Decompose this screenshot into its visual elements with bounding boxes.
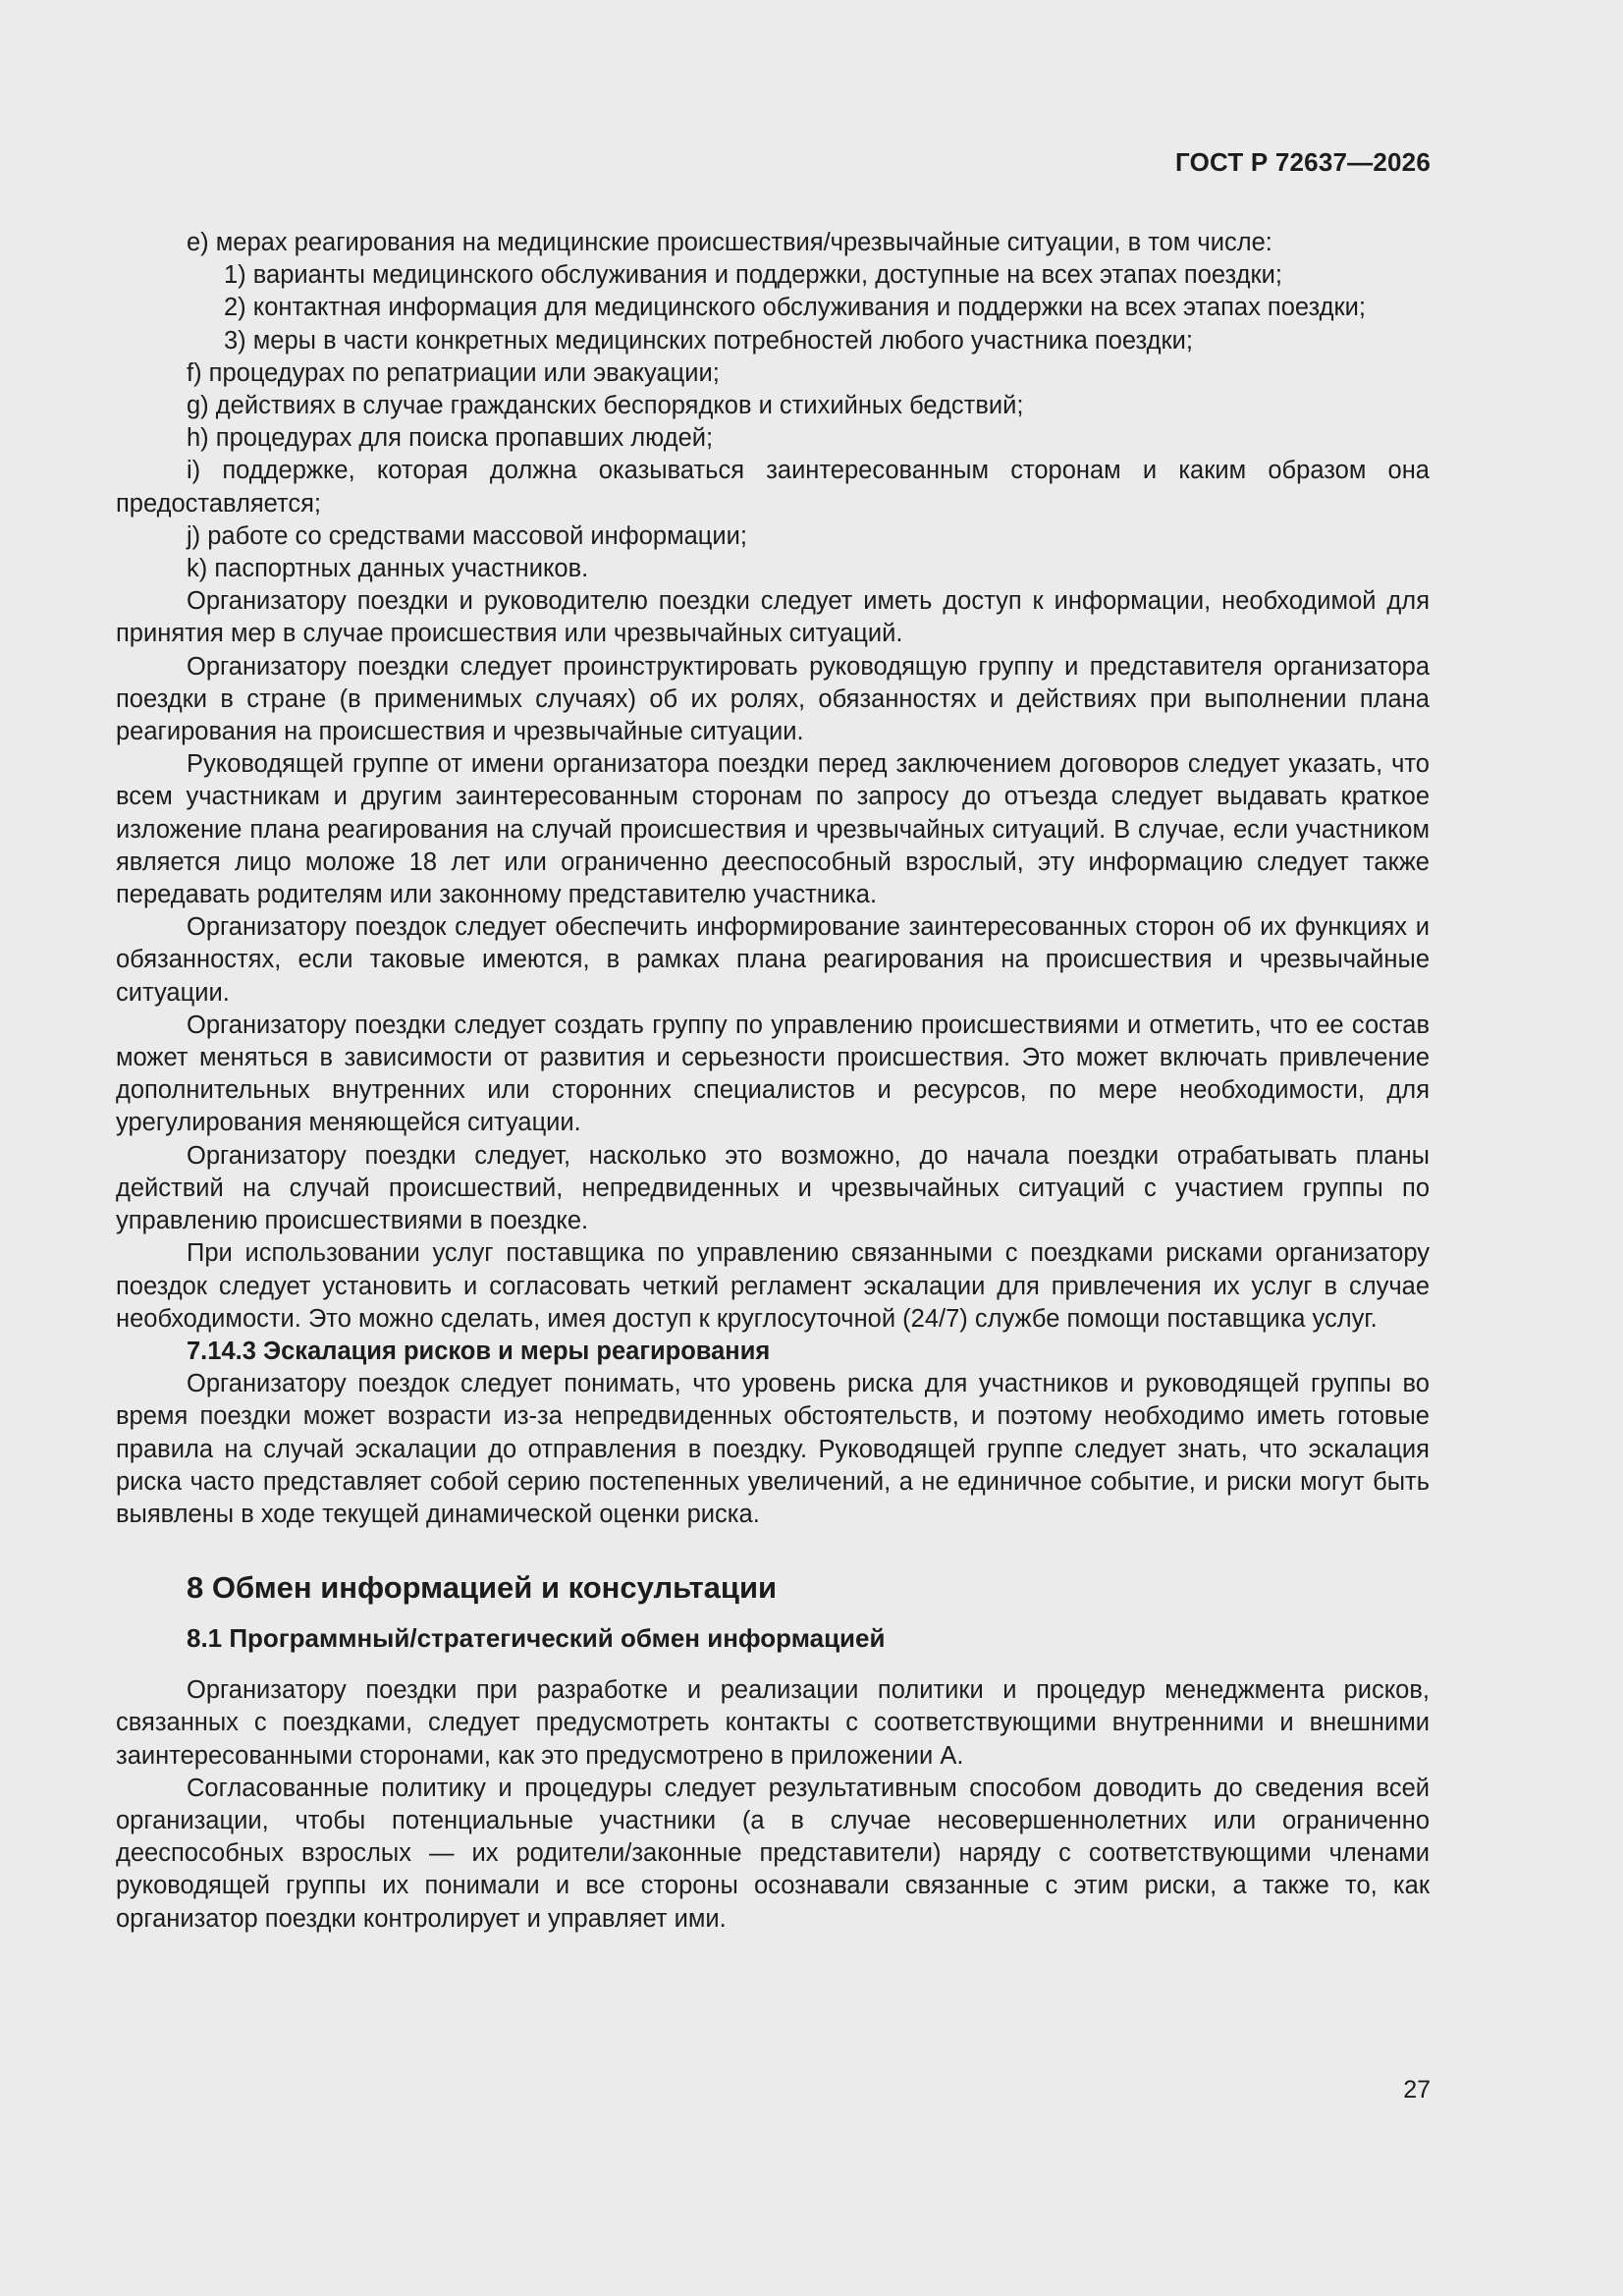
list-item: j) работе со средствами массовой информации; <box>187 521 747 550</box>
body-paragraph: Руководящей группе от имени организатора поездки перед заключением договоров следует указать, что всем участникам и другим заинтересованным сторонам по запросу до отъезда следует выдавать краткое изложение плана реагирования на случай происшествия и чрезвычайных ситуаций. В случае, если участником является лицо моложе 18 лет или ограниченно дееспособный взрослый, эту информацию следует также передавать родителям или законному представителю участника. <box>116 750 1430 909</box>
list-item: i) поддержке, которая должна оказываться заинтересованным сторонам и каким образом она предоставляется; <box>116 457 1430 518</box>
list-item: k) паспортных данных участников. <box>187 555 589 583</box>
body-paragraph: Организатору поездки следует, насколько это возможно, до начала поездки отрабатывать планы действий на случай происшествий, непредвиденных и чрезвычайных ситуаций с участием группы по управлению происшествиями в поездке. <box>116 1141 1430 1235</box>
body-paragraph: Организатору поездки при разработке и реализации политики и процедур менеджмента рисков, связанных с поездками, следует предусмотреть контакты с соответствующими внутренними и внешними заинтересованными сторонами, как это предусмотрено в приложении А. <box>116 1676 1430 1770</box>
document-body <box>116 227 1430 1936</box>
section-heading: 8 Обмен информацией и консультации <box>187 1570 778 1606</box>
body-paragraph: Организатору поездки следует создать группу по управлению происшествиями и отметить, что ее состав может меняться в зависимости от развития и серьезности происшествия. Это может включать привлечение дополнительных внутренних или сторонних специалистов и ресурсов, по мере необходимости, для урегулирования меняющейся ситуации. <box>116 1011 1430 1137</box>
body-paragraph: При использовании услуг поставщика по управлению связанными с поездками рисками организатору поездок следует установить и согласовать четкий регламент эскалации для привлечения их услуг в случае необходимости. Это можно сделать, имея доступ к круглосуточной (24/7) службе помощи поставщика услуг. <box>116 1239 1430 1333</box>
body-paragraph: Согласованные политику и процедуры следует результативным способом доводить до сведения всей организации, чтобы потенциальные участники (а в случае несовершеннолетних или ограниченно дееспособных взрослых — их родители/законные представители) наряду с соответствующими членами руководящей группы их понимали и все стороны осознавали связанные с этим риски, а также то, как организатор поездки контролирует и управляет ими. <box>116 1774 1430 1933</box>
subsection-heading: 8.1 Программный/стратегический обмен информацией <box>187 1623 886 1654</box>
standard-designation: ГОСТ Р 72637—2026 <box>1175 147 1431 177</box>
body-paragraph: Организатору поездок следует обеспечить информирование заинтересованных сторон об их функциях и обязанностях, если таковые имеются, в рамках плана реагирования на происшествия и чрезвычайные ситуации. <box>116 913 1430 1007</box>
list-item: e) мерах реагирования на медицинские происшествия/чрезвычайные ситуации, в том числе: <box>187 229 1272 256</box>
list-item: 2) контактная информация для медицинского обслуживания и поддержки на всех этапах поездки; <box>224 294 1367 322</box>
body-paragraph: Организатору поездок следует понимать, что уровень риска для участников и руководящей группы во время поездки может возрасти из-за непредвиденных обстоятельств, и поэтому необходимо иметь готовые правила на случай эскалации до отправления в поездку. Руководящей группе следует знать, что эскалация риска часто представляет собой серию постепенных увеличений, а не единичное событие, и риски могут быть выявлены в ходе текущей динамической оценки риска. <box>116 1370 1430 1528</box>
list-item: h) процедурах для поиска пропавших людей; <box>187 424 714 453</box>
list-item: g) действиях в случае гражданских беспорядков и стихийных бедствий; <box>187 392 1024 420</box>
body-paragraph: Организатору поездки и руководителю поездки следует иметь доступ к информации, необходимой для принятия мер в случае происшествия или чрезвычайных ситуаций. <box>116 587 1430 648</box>
list-item: 1) варианты медицинского обслуживания и поддержки, доступные на всех этапах поездки; <box>224 261 1282 290</box>
subsection-heading: 7.14.3 Эскалация рисков и меры реагирования <box>187 1337 771 1365</box>
page-number: 27 <box>1403 2076 1431 2104</box>
list-item: f) процедурах по репатриации или эвакуации; <box>187 358 720 387</box>
body-paragraph: Организатору поездки следует проинструктировать руководящую группу и представителя организатора поездки в стране (в применимых случаях) об их ролях, обязанностях и действиях при выполнении плана реагирования на происшествия и чрезвычайные ситуации. <box>116 652 1430 746</box>
list-item: 3) меры в части конкретных медицинских потребностей любого участника поездки; <box>224 326 1193 355</box>
